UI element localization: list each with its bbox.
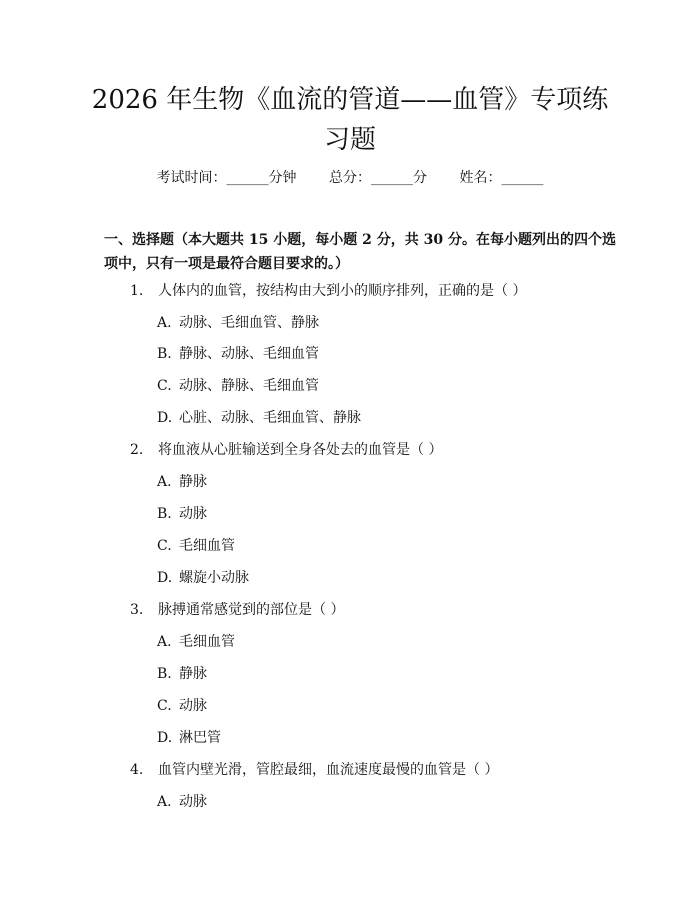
option-letter: A. [157, 634, 172, 650]
option-letter: D. [157, 730, 173, 746]
question-1 [130, 281, 630, 301]
exam-time-field: 考试时间：______分钟 [156, 170, 297, 186]
option-text: 淋巴管 [179, 730, 221, 746]
option-letter: B. [157, 506, 172, 522]
option-text: 静脉 [179, 474, 207, 490]
question-3-option-b [157, 664, 597, 684]
option-letter: C. [157, 538, 172, 554]
option-text: 毛细血管 [179, 538, 235, 554]
question-1-option-a [157, 313, 597, 333]
option-letter: C. [157, 698, 172, 714]
question-4 [130, 760, 630, 780]
question-3-option-d [157, 728, 597, 748]
option-text: 螺旋小动脉 [179, 570, 249, 586]
title-line-2: 习题 [323, 125, 376, 155]
option-text: 静脉、动脉、毛细血管 [179, 346, 319, 362]
option-text: 毛细血管 [179, 634, 235, 650]
question-3-option-c [157, 696, 597, 716]
question-1-option-c [157, 376, 597, 396]
question-4-option-a [157, 792, 597, 812]
question-3 [130, 600, 630, 620]
student-name-field: 姓名：______ [459, 170, 544, 186]
question-2 [130, 440, 630, 460]
question-text: 血管内壁光滑，管腔最细，血流速度最慢的血管是（ ） [158, 762, 499, 778]
question-text: 将血液从心脏输送到全身各处去的血管是（ ） [158, 442, 443, 458]
option-letter: A. [157, 315, 172, 331]
question-number: 1. [130, 283, 144, 299]
section-heading: 一、选择题（本大题共 15 小题，每小题 2 分，共 30 分。在每小题列出的四个选项中，只有一项是最符合题目要求的。） [104, 232, 616, 272]
question-3-option-a [157, 632, 597, 652]
option-letter: B. [157, 666, 172, 682]
option-text: 静脉 [179, 666, 207, 682]
option-letter: C. [157, 378, 172, 394]
option-letter: A. [157, 474, 172, 490]
question-1-option-d [157, 408, 597, 428]
question-text: 脉搏通常感觉到的部位是（ ） [158, 602, 345, 618]
question-2-option-b [157, 504, 597, 524]
question-2-option-d [157, 568, 597, 588]
total-score-field: 总分：______分 [329, 170, 427, 186]
question-1-option-b [157, 344, 597, 364]
question-number: 3. [130, 602, 144, 618]
question-2-option-a [157, 472, 597, 492]
option-text: 动脉 [179, 698, 207, 714]
option-text: 动脉 [179, 794, 207, 810]
option-letter: A. [157, 794, 172, 810]
option-text: 动脉、毛细血管、静脉 [179, 315, 319, 331]
question-2-option-c [157, 536, 597, 556]
exam-info-line [0, 168, 700, 188]
question-text: 人体内的血管，按结构由大到小的顺序排列，正确的是（ ） [158, 283, 527, 299]
page-title [0, 80, 700, 160]
option-letter: D. [157, 410, 173, 426]
option-text: 心脏、动脉、毛细血管、静脉 [179, 410, 361, 426]
question-number: 4. [130, 762, 144, 778]
option-text: 动脉、静脉、毛细血管 [179, 378, 319, 394]
option-text: 动脉 [179, 506, 207, 522]
question-number: 2. [130, 442, 144, 458]
option-letter: D. [157, 570, 173, 586]
option-letter: B. [157, 346, 172, 362]
title-line-1: 2026 年生物《血流的管道——血管》专项练 [91, 85, 609, 115]
